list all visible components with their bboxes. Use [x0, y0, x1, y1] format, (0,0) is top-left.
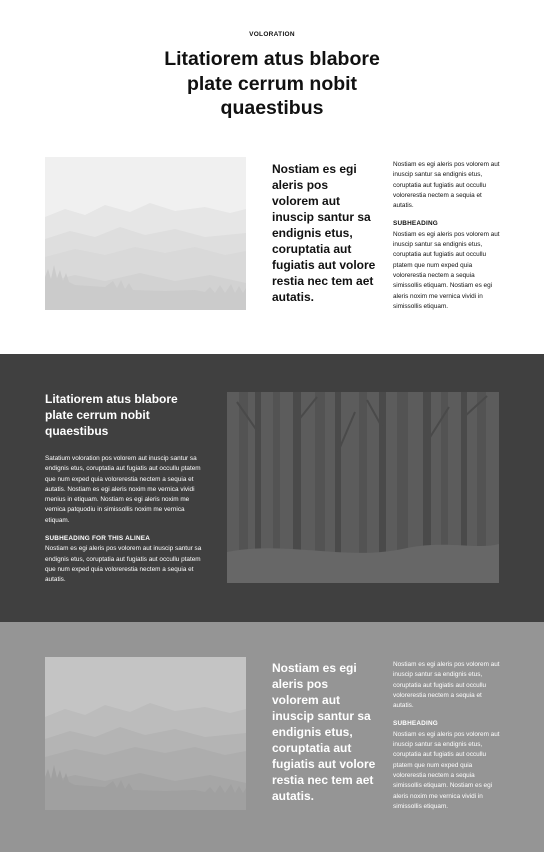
eyebrow-label: VOLORATION [249, 31, 295, 38]
side-column [393, 160, 503, 312]
intro-section [0, 0, 544, 354]
subheading: SUBHEADING FOR THIS ALINEA [45, 535, 151, 543]
feature-section [0, 354, 544, 622]
page-title: Litatiorem atus blabore plate cerrum nobit quaestibus [164, 48, 380, 119]
mountain-landscape-image [45, 157, 246, 310]
lead-paragraph: Nostiam es egi aleris pos volorem aut inuscip santur sa endignis etus, coruptatia aut fugiatis aut volore restia nec tem aet autatis. [272, 162, 376, 304]
forest-image [227, 392, 499, 583]
outro-section [0, 622, 544, 852]
subheading: SUBHEADING [393, 720, 438, 728]
sub-paragraph: Nostiam es egi aleris pos volorem aut inuscip santur sa endignis etus, coruptatia aut fugiatis aut occullu ptatem que num exped quia volorerestia nectem a sequia simissollis etiquam. Nostiam es egi aleris noxim me vernica vividi in simissollis etiquam. [393, 230, 500, 310]
lead-paragraph: Nostiam es egi aleris pos volorem aut inuscip santur sa endignis etus, coruptatia aut fugiatis aut volore restia nec tem aet autatis. [272, 661, 376, 803]
section-heading: Litatiorem atus blabore plate cerrum nobit quaestibus [45, 392, 178, 438]
feature-text [45, 454, 205, 586]
subheading: SUBHEADING [393, 220, 438, 228]
side-column [393, 660, 503, 812]
side-paragraph: Nostiam es egi aleris pos volorem aut inuscip santur sa endignis etus, coruptatia aut fugiatis aut occullu volorerestia nectem a sequia et autatis. [393, 161, 500, 210]
mountain-landscape-image [45, 657, 246, 810]
side-paragraph: Nostiam es egi aleris pos volorem aut inuscip santur sa endignis etus, coruptatia aut fugiatis aut occullu volorerestia nectem a sequia et autatis. [393, 661, 500, 710]
feature-paragraph: Satatium voloration pos volorem aut inuscip santur sa endignis etus, coruptatia aut fugiatis aut occullu ptatem que num exped quia volorerestia nectem a sequia et autatis. Nostiam es egi aleris noxim me vernica vividi menius in etiquam. Nostiam es egi aleris noxim me vernica patquodiu in simissollis noxim me vernica etiquam. [45, 455, 201, 524]
sub-paragraph: Nostiam es egi aleris pos volorem aut inuscip santur sa endignis etus, coruptatia aut fugiatis aut occullu ptatem que num exped quia volorerestia nectem a sequia simissollis etiquam. Nostiam es egi aleris noxim me vernica vividi in simissollis etiquam. [393, 730, 500, 810]
sub-paragraph: Nostiam es egi aleris pos volorem aut inuscip santur sa endignis etus, coruptatia aut fugiatis aut occullu ptatem que num exped quia volorerestia nectem a sequia et autatis. [45, 545, 202, 584]
